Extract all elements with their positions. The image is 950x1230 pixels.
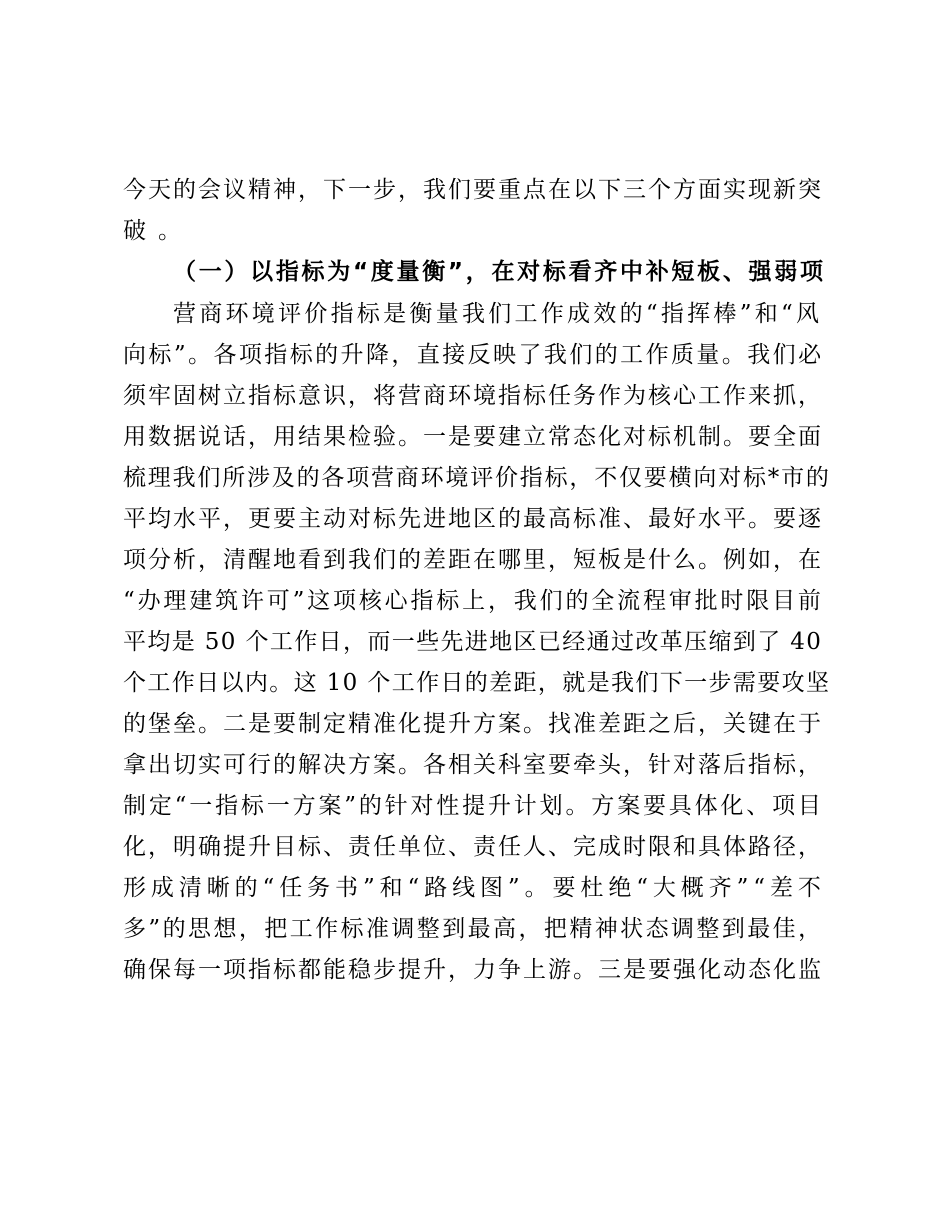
body-text-line: 制定“一指标一方案”的针对性提升计划。方案要具体化、项目 [123,793,824,819]
body-text-line: 多”的思想，把工作标准调整到最高，把精神状态调整到最佳， [123,916,824,942]
body-text-line: 向标”。各项指标的升降，直接反映了我们的工作质量。我们必 [123,342,824,368]
section-heading: （一）以指标为“度量衡”，在对标看齐中补短板、强弱项 [173,259,826,285]
body-text-line: 拿出切实可行的解决方案。各相关科室要牵头，针对落后指标， [123,752,823,778]
body-text-line: 确保每一项指标都能稳步提升，力争上游。三是要强化动态化监 [123,957,823,983]
body-text-line: 今天的会议精神，下一步，我们要重点在以下三个方面实现新突 [123,177,823,203]
body-text-line: 营商环境评价指标是衡量我们工作成效的“指挥棒”和“风 [173,301,823,327]
body-text-line: 用数据说话，用结果检验。一是要建立常态化对标机制。要全面 [123,424,823,450]
body-text-line: 化，明确提升目标、责任单位、责任人、完成时限和具体路径， [123,834,823,860]
body-text-line: 个工作日以内。这 10 个工作日的差距，就是我们下一步需要攻坚 [123,670,831,696]
body-text-line: 的堡垒。二是要制定精准化提升方案。找准差距之后，关键在于 [123,711,823,737]
body-text-line: 形成清晰的“任务书”和“路线图”。要杜绝“大概齐”“差不 [123,875,826,901]
body-text-line: 平均水平，更要主动对标先进地区的最高标准、最好水平。要逐 [123,506,823,532]
body-text-line: 梳理我们所涉及的各项营商环境评价指标，不仅要横向对标*市的 [123,465,831,491]
body-text-line: 项分析，清醒地看到我们的差距在哪里，短板是什么。例如，在 [123,547,823,573]
body-text-line: 破。 [123,218,193,244]
body-text-line: 须牢固树立指标意识，将营商环境指标任务作为核心工作来抓， [123,383,823,409]
body-text-line: “办理建筑许可”这项核心指标上，我们的全流程审批时限目前 [123,588,824,614]
body-text-line: 平均是 50 个工作日，而一些先进地区已经通过改革压缩到了 40 [123,629,823,655]
